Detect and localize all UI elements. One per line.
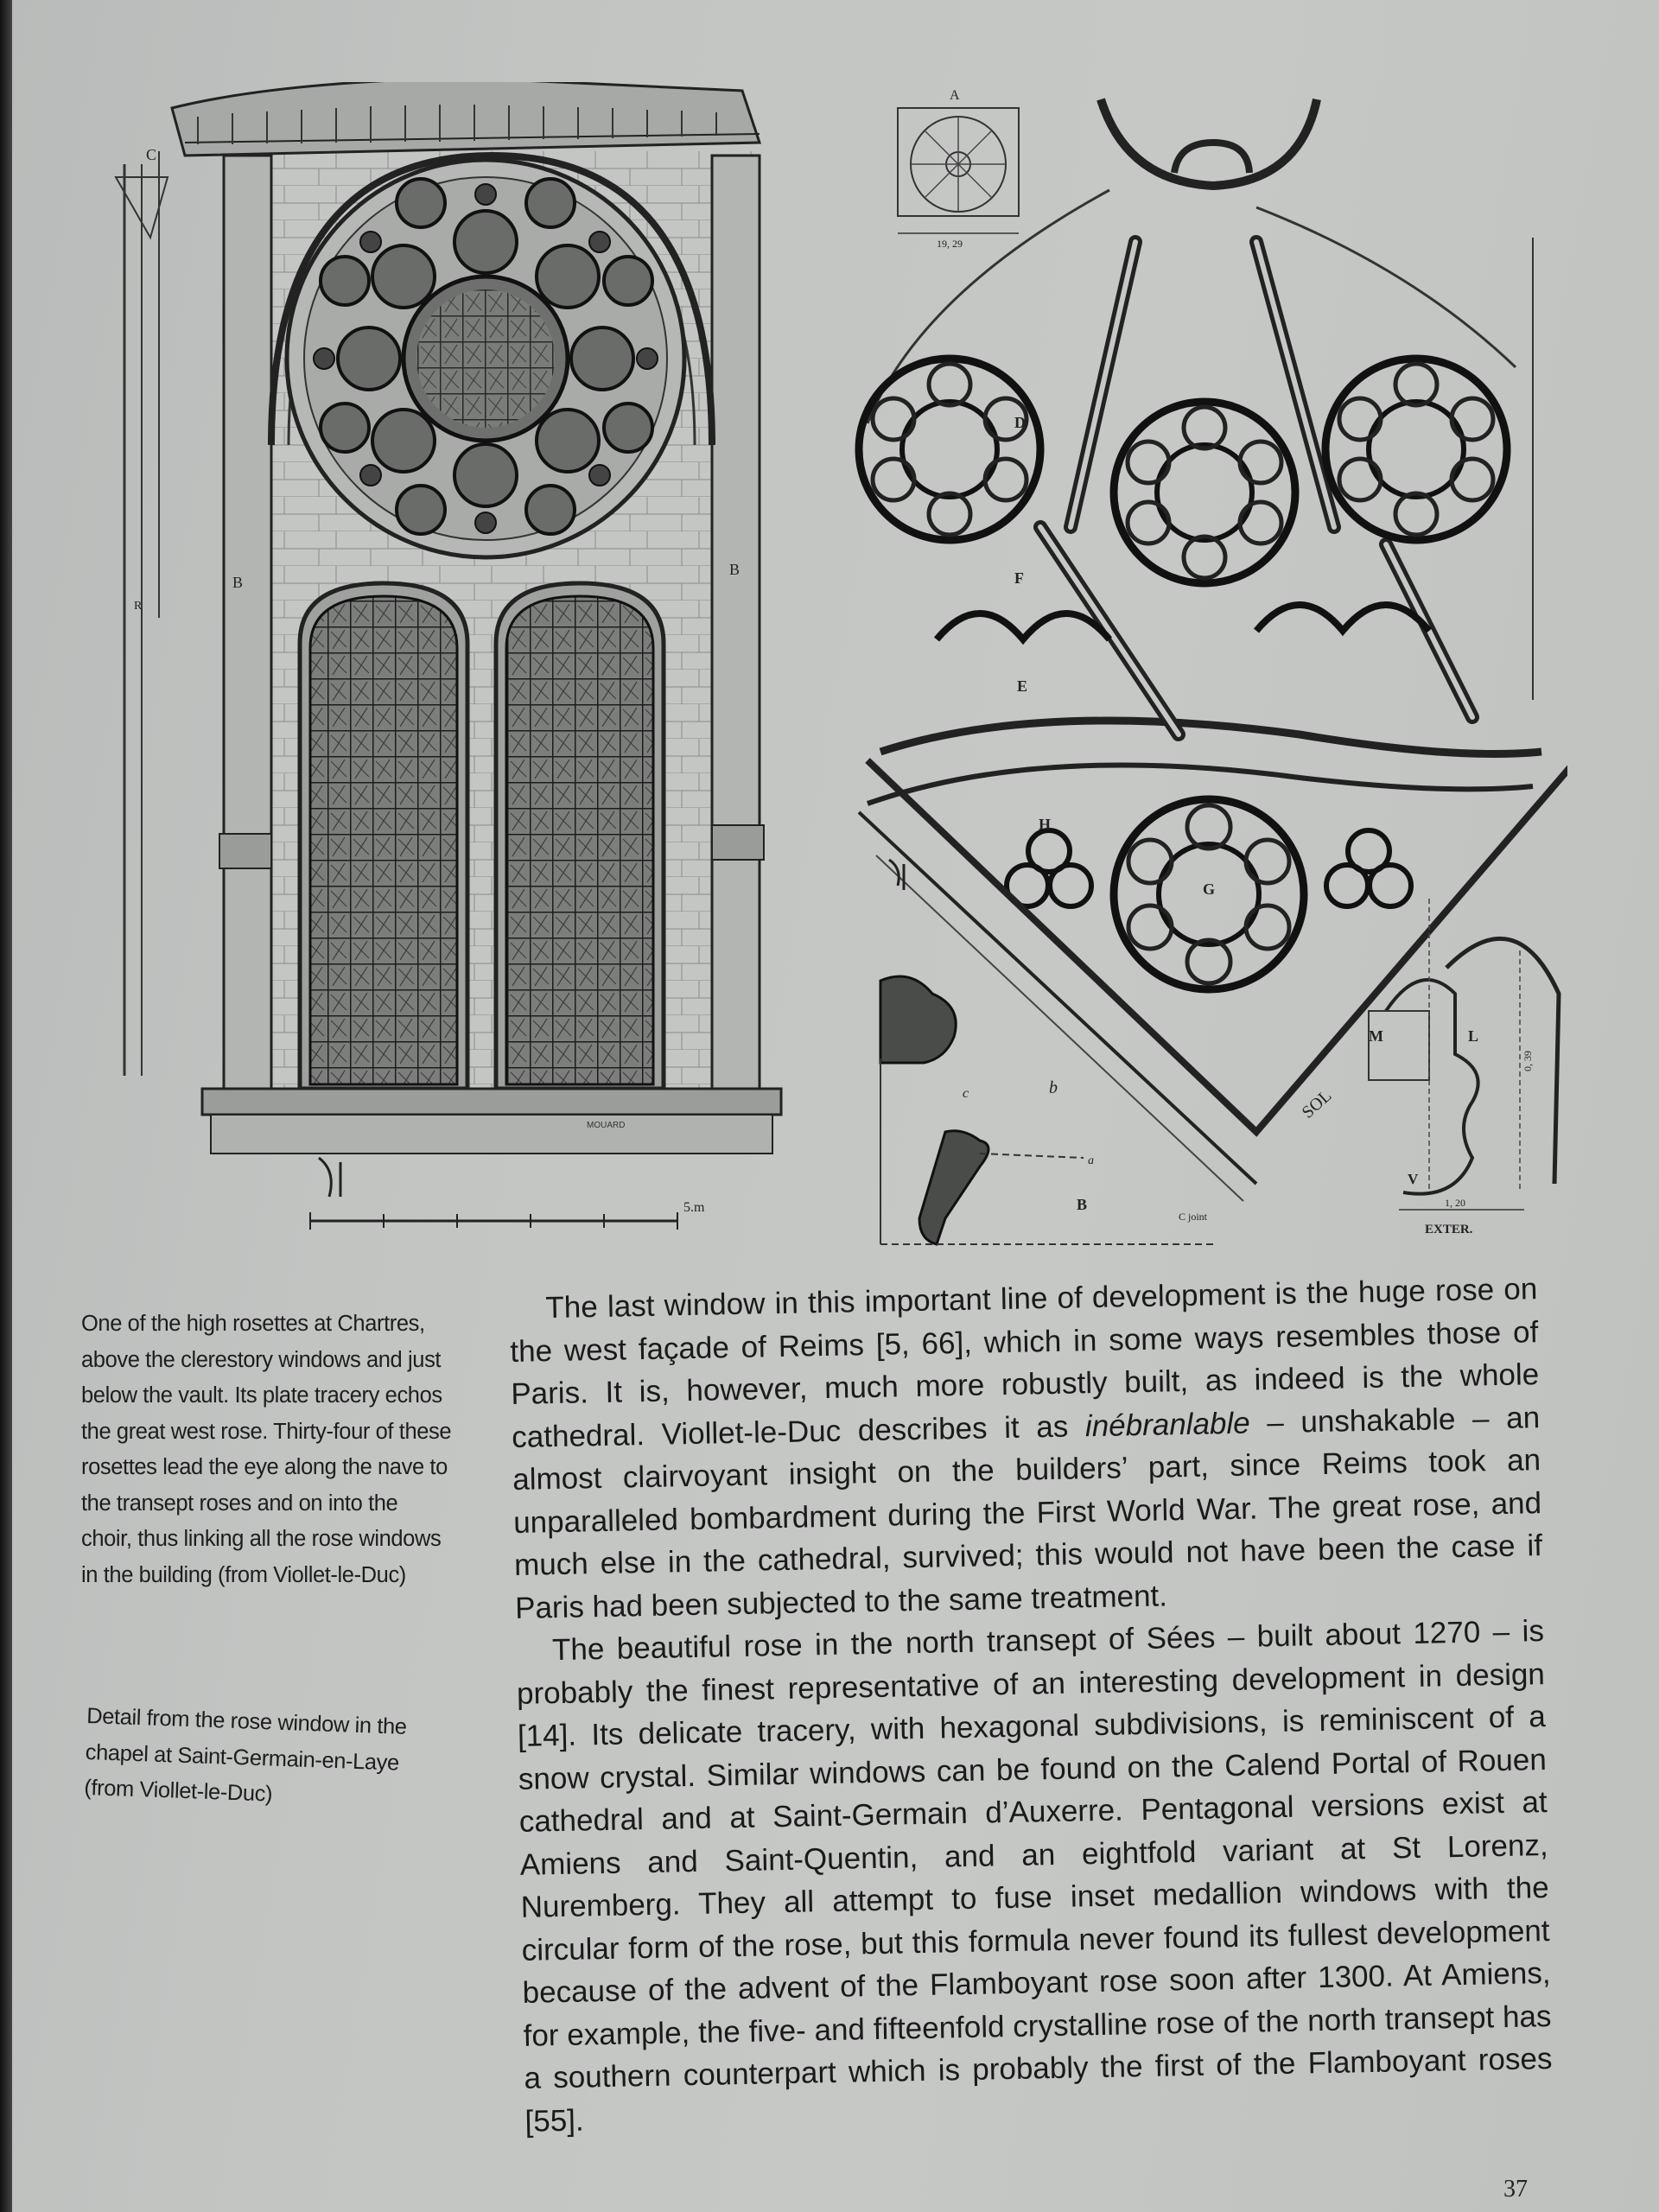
paragraph-sees: The beautiful rose in the north transept of Sées – built about 1270 – is probably the finest representative of an interesting development in design [14]. Its delicate tracery, with hexagonal subdivisions, is reminiscent of a snow crystal. Similar windows can be found on the Calend Portal of Rouen cathedral and at Saint-Germain d’Auxerre. Pentagonal versions exist at Amiens and Saint-Quentin, and an eightfold variant at St Lorenz, Nuremberg. They all attempt to fuse inset medallion windows with the circular form of the rose, but this formula never found its fullest development because of the advent of the Flamboyant rose soon after 1300. At Amiens, for example, the five- and fifteenfold crystalline rose of the north transept has a southern counterpart which is probably the first of the Flamboyant roses [55]. [516,1614,1553,2139]
paragraph-reims-emphasis: inébranlable [1084,1406,1251,1443]
label-m: M [1369,1027,1383,1045]
book-page [12,0,1659,2212]
rosette-elevation-drawing [103,82,794,1240]
label-r: R [134,600,143,613]
label-b-small: b [1049,1078,1058,1097]
label-dim-side: 0, 39 [1522,1051,1534,1071]
rose-detail-drawing [850,78,1567,1270]
label-b-left: B [232,574,244,591]
caption-text-detail: Detail from the rose window in the chapel at Saint-Germain-en-Laye (from Viollet-le-Duc) [83,1703,408,1807]
label-h: H [1039,816,1052,833]
book-spine-shadow [0,0,12,2212]
engraver-signature: MOUARD [587,1121,626,1130]
caption-text-rosette: One of the high rosettes at Chartres, above the clerestory windows and just below the vault. Its plate tracery echos the great west rose. Thirty-four of these rosettes lead the eye along the nave to the transept roses and on into the choir, thus linking all the rose windows in the building (from Viollet-le-Duc) [81,1312,452,1587]
caption-rose-detail [84,1699,450,1819]
dimension-a: 19, 29 [937,238,963,250]
paragraph-reims-part2: – unshakable – an almost clairvoyant insight on the builders’ part, since Reims took an unparalleled bombardment during the First World War. The great rose, and much else in the cathedral, survived; this would not have been the case if Paris had been subjected to the same treatment. [512,1400,1543,1625]
paragraph-reims-part1: The last window in this important line of development is the huge rose on the west façade of Reims [5, 66], which in some ways resembles those of Paris. It is, however, much more robustly built, as indeed is the whole cathedral. Viollet-le-Duc describes it as [510,1272,1540,1454]
label-f: F [1014,569,1024,587]
label-sol: SOL [1298,1086,1336,1122]
label-c-small: c [963,1086,969,1101]
main-body-text [509,1268,1554,2143]
label-d: D [1014,414,1026,431]
caption-high-rosette [81,1306,453,1593]
label-g: G [1203,880,1216,898]
label-dim-profile: 1, 20 [1445,1197,1465,1209]
label-l: L [1468,1027,1479,1045]
label-exter: EXTER. [1425,1223,1473,1236]
figure-high-rosette [103,82,794,1240]
label-b-right: B [729,561,741,578]
label-v: V [1408,1171,1419,1187]
label-b-profile: B [1077,1196,1088,1213]
figure-rose-detail [850,78,1567,1270]
page-number: 37 [1503,2176,1528,2202]
scale-label: 5.m [683,1200,705,1215]
label-c-joint: C joint [1179,1211,1208,1223]
label-a-small: a [1088,1154,1094,1167]
label-c: C [146,146,157,163]
label-a: A [950,88,960,103]
label-e: E [1017,677,1028,695]
paragraph-reims [509,1268,1543,1630]
